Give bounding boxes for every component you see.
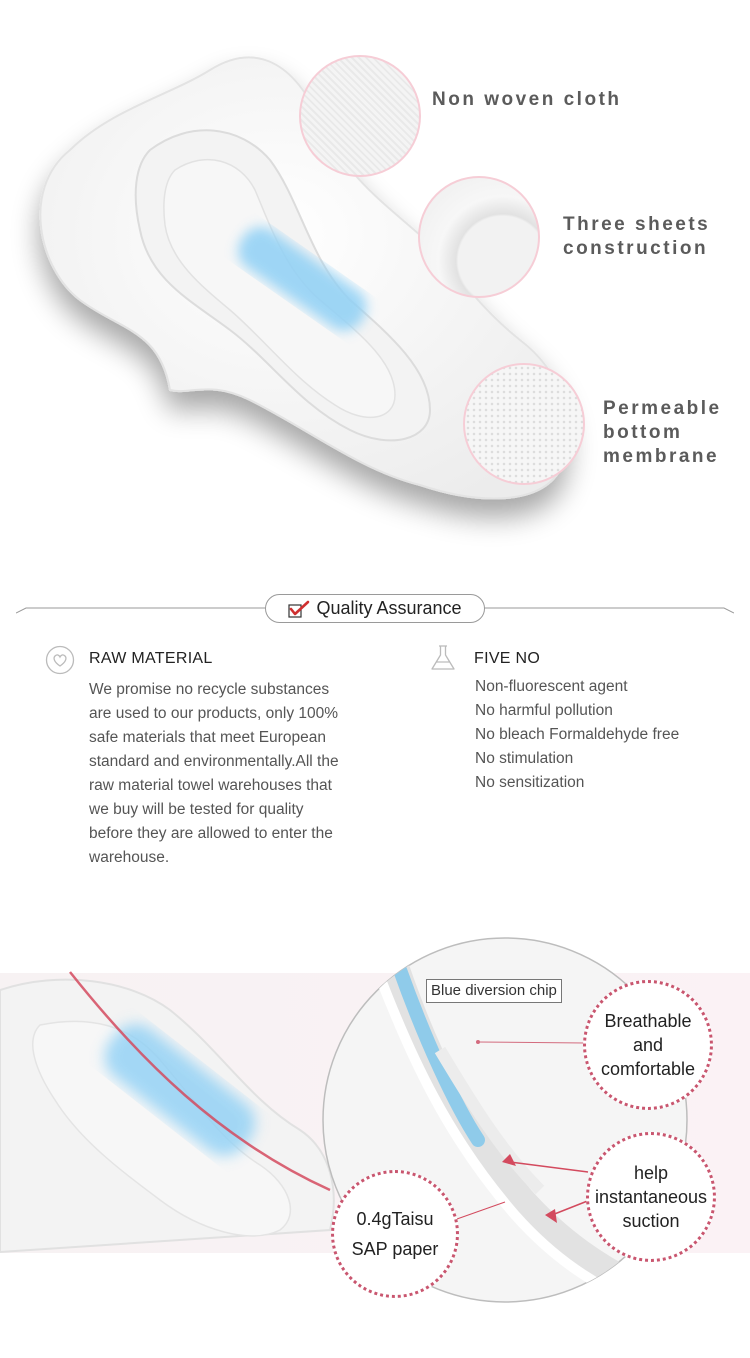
raw-material-heading: RAW MATERIAL [89, 650, 213, 667]
membrane-texture-circle [463, 363, 585, 485]
sap-paper-callout: 0.4gTaisu SAP paper [331, 1170, 459, 1298]
product-hero [0, 0, 750, 560]
three-sheets-circle [418, 176, 540, 298]
callout-label-three-sheets: Three sheets construction [563, 214, 711, 259]
blue-diversion-chip-label: Blue diversion chip [426, 979, 562, 1003]
five-no-list [475, 675, 745, 795]
list-item: No bleach Formaldehyde free [475, 726, 680, 743]
suction-callout: help instantaneous suction [586, 1132, 716, 1262]
list-item: Non-fluorescent agent [475, 678, 628, 695]
callout-label-membrane: Permeable bottom membrane [603, 398, 722, 467]
quality-assurance-title: Quality Assurance [316, 598, 462, 618]
divider-right [484, 602, 734, 614]
list-item: No sensitization [475, 774, 585, 791]
divider-left [16, 602, 266, 614]
structure-detail-section [0, 930, 750, 1358]
heart-icon [45, 645, 75, 675]
nonwoven-texture-circle [299, 55, 421, 177]
five-no-heading: FIVE NO [474, 650, 541, 667]
breathable-callout: Breathable and comfortable [583, 980, 713, 1110]
list-item: No stimulation [475, 750, 574, 767]
checkbox-check-icon [288, 600, 310, 618]
flask-icon [428, 643, 458, 673]
quality-assurance-badge [265, 594, 485, 623]
raw-material-text: We promise no recycle substances are used to our products, only 100% safe materials that meet European standard and environmentally.All the raw material towel warehouses that we buy will be tested for quality before they are allowed to enter the warehouse. [89, 681, 339, 866]
callout-label-nonwoven: Non woven cloth [432, 89, 622, 110]
list-item: No harmful pollution [475, 702, 613, 719]
